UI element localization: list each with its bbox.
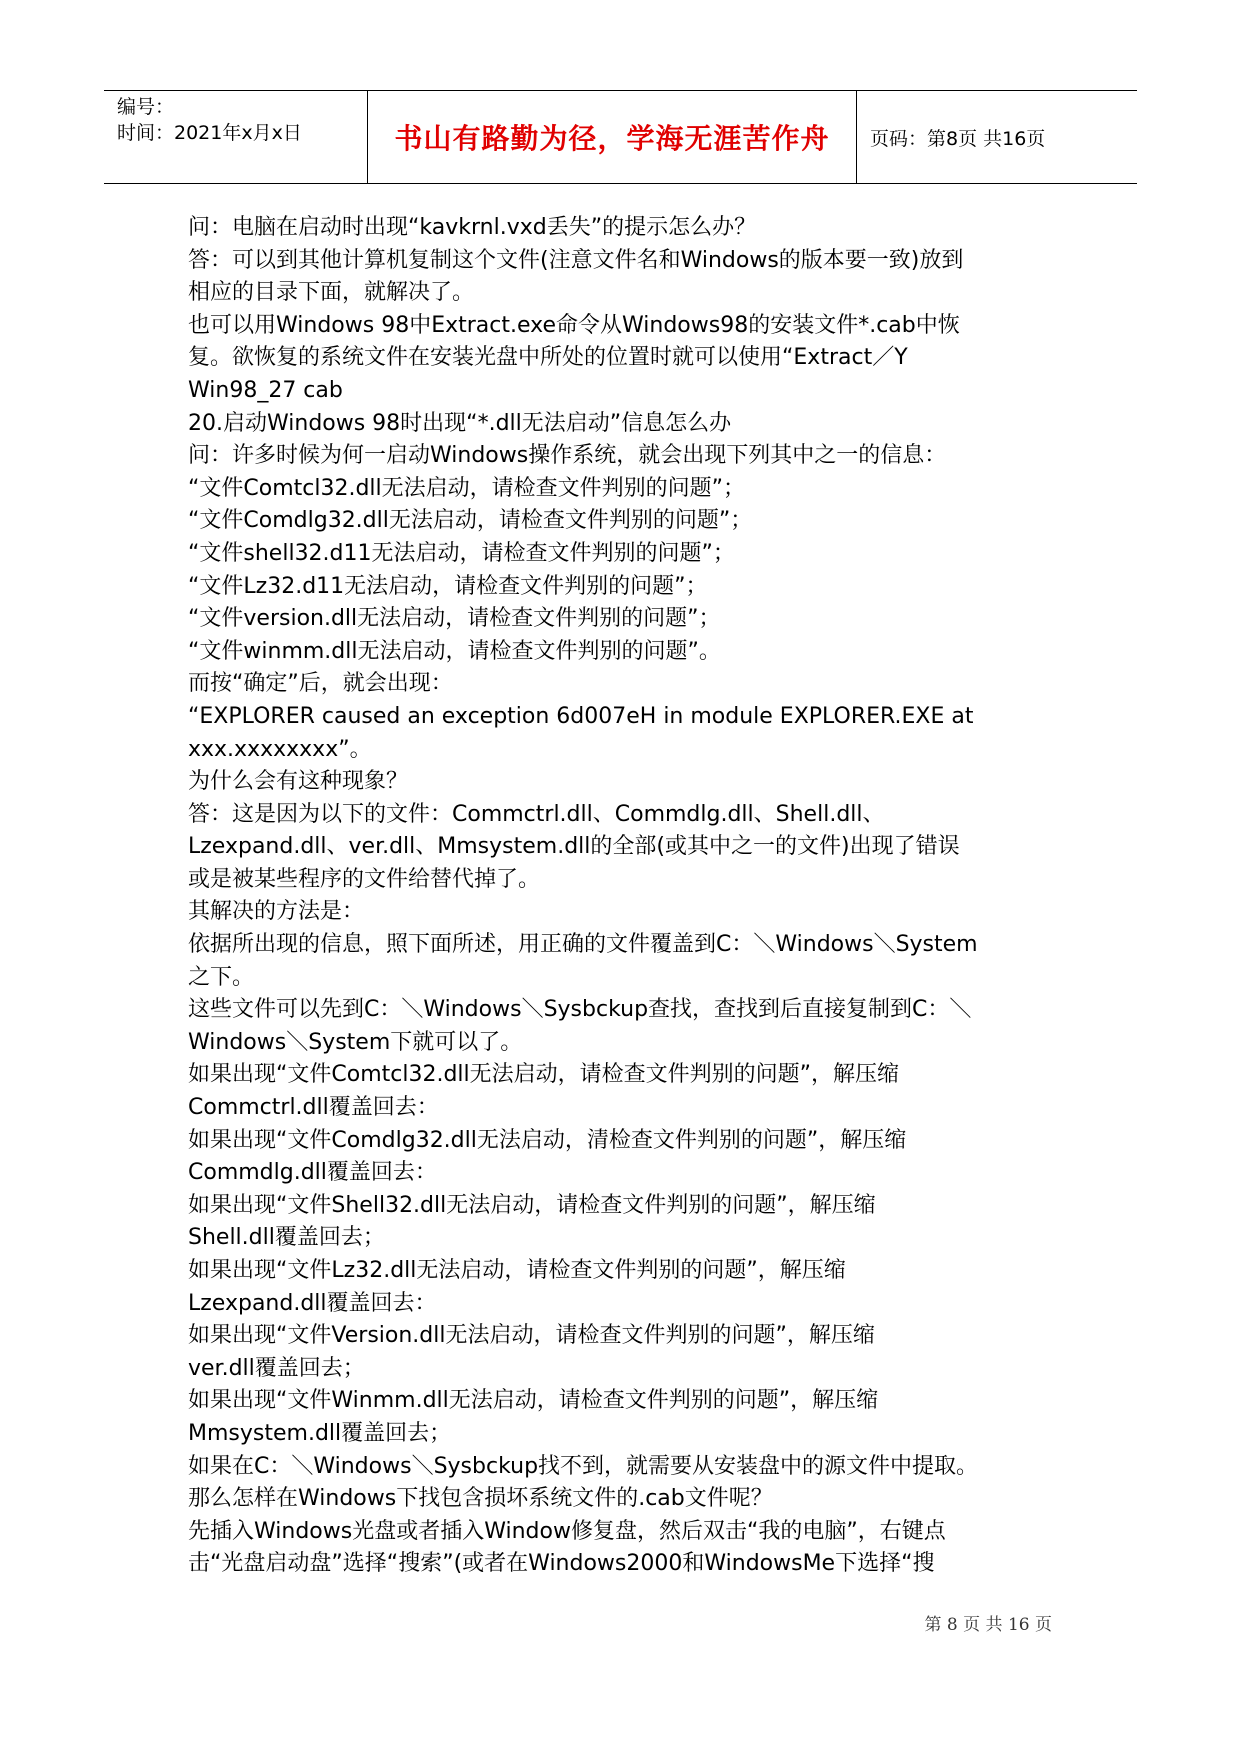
header-page-code: 页码：第8页 共16页 — [870, 127, 1046, 150]
body-text-line: “文件shell32.d11无法启动，请检查文件判别的问题”； — [188, 540, 735, 566]
body-text-line: 如果出现“文件Shell32.dll无法启动，请检查文件判别的问题”，解压缩 — [188, 1192, 876, 1218]
body-text-line: 而按“确定”后，就会出现： — [188, 671, 453, 697]
body-text-line: 答：这是因为以下的文件：Commctrl.dll、Commdlg.dll、Shell.dll、 — [188, 801, 885, 827]
page-header — [104, 90, 1137, 184]
body-text-line: “文件Lz32.d11无法启动，请检查文件判别的问题”； — [188, 573, 708, 599]
body-text-line: 如果出现“文件Winmm.dll无法启动，请检查文件判别的问题”，解压缩 — [188, 1388, 879, 1414]
body-text-line: 答：可以到其他计算机复制这个文件(注意文件名和Windows的版本要一致)放到 — [188, 247, 964, 273]
body-text-line: 这些文件可以先到C：＼Windows＼Sysbckup查找，查找到后直接复制到C：＼ — [188, 997, 972, 1023]
body-text-line: Shell.dll覆盖回去； — [188, 1225, 385, 1251]
header-motto: 书山有路勤为径，学海无涯苦作舟 — [394, 122, 830, 155]
body-text-line: Windows＼System下就可以了。 — [188, 1029, 523, 1055]
body-text-line: 如果出现“文件Comdlg32.dll无法启动，清检查文件判别的问题”，解压缩 — [188, 1127, 907, 1153]
body-text-line: “文件winmm.dll无法启动，请检查文件判别的问题”。 — [188, 638, 721, 664]
body-text-line: Lzexpand.dll、ver.dll、Mmsystem.dll的全部(或其中之一的文件)出现了错误 — [188, 834, 960, 860]
document-date: 时间：2021年x月x日 — [117, 122, 302, 144]
body-text-line: Commctrl.dll覆盖回去： — [188, 1095, 439, 1121]
body-text-line: 如果出现“文件Lz32.dll无法启动，请检查文件判别的问题”，解压缩 — [188, 1258, 846, 1283]
document-body — [188, 212, 1068, 1581]
body-text-line: Mmsystem.dll覆盖回去； — [188, 1420, 452, 1446]
body-text-line: “EXPLORER caused an exception 6d007eH in module EXPLORER.EXE at — [188, 703, 974, 729]
body-text-line: 如果出现“文件Version.dll无法启动，请检查文件判别的问题”，解压缩 — [188, 1323, 875, 1349]
page-footer: 第 8 页 共 16 页 — [924, 1615, 1052, 1635]
body-text-line: 那么怎样在Windows下找包含损坏系统文件的.cab文件呢？ — [188, 1486, 773, 1512]
body-text-line: 如果在C：＼Windows＼Sysbckup找不到，就需要从安装盘中的源文件中提取。 — [188, 1453, 979, 1479]
body-text-line: 之下。 — [188, 964, 255, 990]
body-text-line: 击“光盘启动盘”选择“搜索”(或者在Windows2000和WindowsMe下选择“搜 — [188, 1551, 935, 1577]
body-text-line: “文件Comtcl32.dll无法启动，请检查文件判别的问题”； — [188, 475, 746, 501]
body-text-line: 问：许多时候为何一启动Windows操作系统，就会出现下列其中之一的信息： — [188, 443, 947, 469]
body-text-line: 问：电脑在启动时出现“kavkrnl.vxd丢失”的提示怎么办？ — [188, 215, 757, 240]
body-text-line: xxx.xxxxxxxx”。 — [188, 736, 372, 762]
body-text-line: 依据所出现的信息，照下面所述，用正确的文件覆盖到C：＼Windows＼System — [188, 932, 978, 958]
body-text-line: Commdlg.dll覆盖回去： — [188, 1160, 437, 1186]
body-text-line: 复。欲恢复的系统文件在安装光盘中所处的位置时就可以使用“Extract／Y — [188, 345, 908, 371]
body-text-line: Win98_27 cab — [188, 377, 343, 403]
body-text-line: 20.启动Windows 98时出现“*.dll无法启动”信息怎么办 — [188, 410, 732, 436]
body-text-line: ver.dll覆盖回去； — [188, 1355, 365, 1381]
body-text-line: “文件version.dll无法启动，请检查文件判别的问题”； — [188, 606, 721, 632]
body-text-line: “文件Comdlg32.dll无法启动，请检查文件判别的问题”； — [188, 508, 753, 534]
body-text-line: Lzexpand.dll覆盖回去： — [188, 1290, 437, 1316]
body-text-line: 或是被某些程序的文件给替代掉了。 — [188, 866, 541, 892]
header-divider — [856, 91, 857, 183]
body-text-line: 也可以用Windows 98中Extract.exe命令从Windows98的安装文件*.cab中恢 — [188, 312, 960, 338]
body-text-line: 先插入Windows光盘或者插入Window修复盘，然后双击“我的电脑”，右键点 — [188, 1518, 946, 1544]
body-text-line: 相应的目录下面，就解决了。 — [188, 280, 475, 306]
body-text-line: 为什么会有这种现象？ — [188, 769, 409, 795]
document-number-label: 编号： — [117, 96, 175, 118]
body-text-line: 如果出现“文件Comtcl32.dll无法启动，请检查文件判别的问题”，解压缩 — [188, 1062, 900, 1088]
body-text-line: 其解决的方法是： — [188, 899, 365, 925]
